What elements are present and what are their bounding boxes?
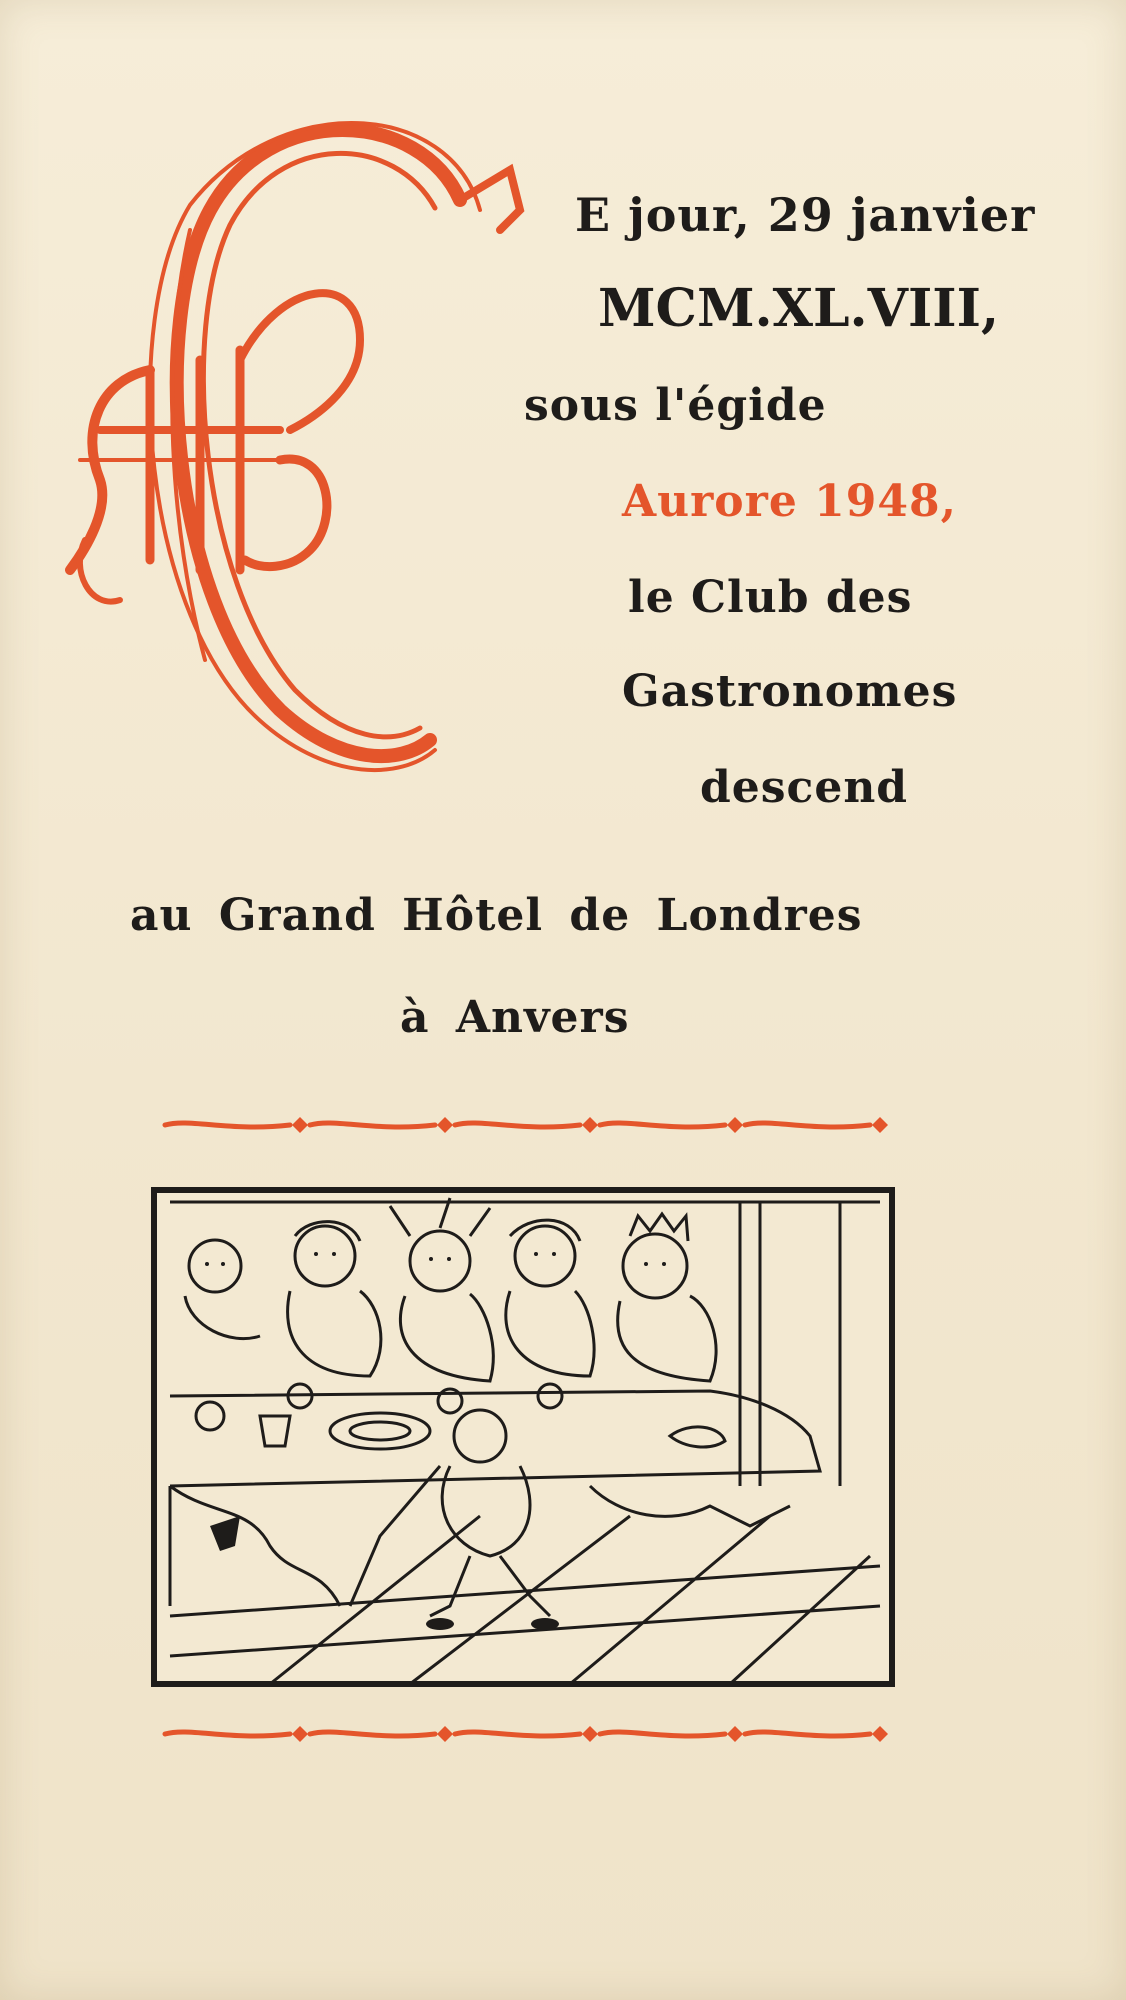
- decorated-initial-c: [40, 100, 580, 800]
- ornamental-rule-top: [160, 1110, 890, 1140]
- text-line-club: le Club des: [628, 572, 913, 623]
- text-line-gastronomes: Gastronomes: [622, 666, 958, 717]
- text-line-year: MCM.XL.VIII,: [598, 278, 1000, 339]
- ornamental-rule-bottom: [160, 1719, 890, 1749]
- text-line-hotel: au Grand Hôtel de Londres: [130, 890, 863, 941]
- woodcut-banquet-illustration: [150, 1186, 896, 1688]
- text-line-aurore: Aurore 1948,: [622, 476, 957, 527]
- text-line-date: E jour, 29 janvier: [575, 188, 1036, 242]
- text-line-city: à Anvers: [400, 992, 630, 1043]
- text-line-aegis: sous l'égide: [524, 380, 827, 431]
- text-line-descend: descend: [700, 762, 909, 813]
